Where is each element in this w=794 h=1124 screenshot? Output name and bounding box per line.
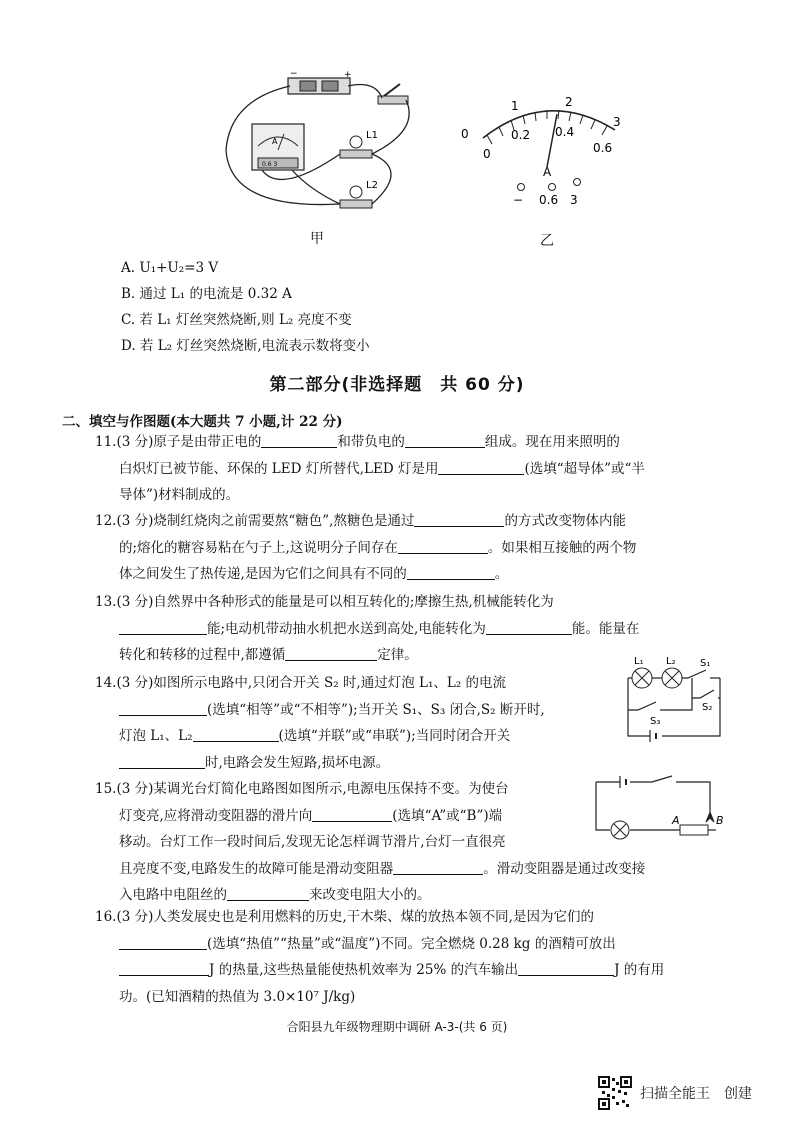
q15-circuit-figure (590, 772, 730, 847)
terminal-06-icon (549, 184, 556, 191)
dial-bottom-tick-2: 0.4 (555, 125, 575, 139)
circuit-figure-a (200, 70, 440, 220)
figure-a-caption: 甲 (310, 231, 324, 247)
q15-wires (596, 776, 716, 830)
ammeter-dial-figure (455, 92, 640, 217)
dial-top-tick-1: 1 (511, 99, 519, 113)
dial-bottom-tick-1: 0.2 (511, 128, 531, 142)
terminal-neg-icon (518, 184, 525, 191)
question-15 (95, 776, 645, 909)
terminal-neg-label: − (513, 193, 524, 207)
q15-text-2a: 灯变亮,应将滑动变阻器的滑片向 (119, 807, 313, 824)
q11-text-1b: 和带负电的 (337, 434, 405, 450)
option-a: A. U₁+U₂=3 V (121, 260, 219, 276)
q12-text-1b: 的方式改变物体内能 (504, 513, 626, 529)
q12-text-3a: 体之间发生了热传递,是因为它们之间具有不同的 (119, 566, 407, 582)
q14-label-s3: S₃ (650, 716, 661, 727)
dial-arc (483, 111, 615, 138)
q13-blank-3[interactable] (285, 645, 377, 661)
watermark-text: 扫描全能王 创建 (640, 1086, 752, 1102)
dial-needle (547, 114, 557, 167)
q14-text-4: 时,电路会发生短路,损坏电源。 (205, 754, 390, 771)
q14-label-l1: L₁ (634, 656, 644, 667)
q12-text-1a: 12.(3 分)烧制红烧肉之前需要熬“糖色”,熬糖色是通过 (95, 513, 415, 529)
q13-text-1: 13.(3 分)自然界中各种形式的能量是可以相互转化的;摩擦生热,机械能转化为 (95, 594, 554, 610)
question-12 (95, 508, 636, 588)
q11-blank-1[interactable] (261, 432, 337, 448)
terminal-3-icon (574, 179, 581, 186)
q14-label-l2: L₂ (666, 656, 676, 667)
figure-b-caption: 乙 (540, 233, 554, 249)
q15-blank-1[interactable] (312, 806, 392, 822)
q16-blank-2[interactable] (119, 960, 209, 976)
ammeter-icon (252, 124, 304, 170)
q14-text-3a: 灯泡 L₁、L₂ (119, 728, 193, 744)
terminal-3-label: 3 (570, 193, 578, 207)
answer-options (121, 255, 370, 359)
question-13 (95, 589, 639, 669)
dial-top-tick-0: 0 (461, 127, 469, 141)
svg-text:−: − (290, 70, 298, 79)
dial-top-tick-2: 2 (565, 95, 573, 109)
page-footer: 合阳县九年级物理期中调研 A-3-(共 6 页) (286, 1020, 508, 1034)
qr-code-icon (598, 1076, 632, 1110)
q11-text-1a: 11.(3 分)原子是由带正电的 (95, 434, 262, 450)
q12-blank-2[interactable] (398, 538, 488, 554)
q15-blank-3[interactable] (227, 885, 309, 901)
dial-bottom-tick-0: 0 (483, 147, 491, 161)
q15-rheostat-icon (680, 825, 708, 835)
q15-text-5a: 入电路中电阻丝的 (119, 887, 227, 903)
q16-text-4: 功。(已知酒精的热值为 3.0×10⁷ J/kg) (119, 988, 356, 1005)
q13-blank-2[interactable] (486, 619, 572, 635)
q11-text-2a: 白炽灯已被节能、环保的 LED 灯所替代,LED 灯是用 (119, 460, 439, 477)
dial-top-tick-3: 3 (613, 115, 621, 129)
q13-text-3a: 转化和转移的过程中,都遵循 (119, 647, 286, 663)
q11-text-2b: (选填“超导体”或“半 (524, 460, 645, 477)
q11-text-1c: 组成。现在用来照明的 (484, 434, 620, 450)
q14-blank-1[interactable] (119, 700, 207, 716)
option-b: B. 通过 L₁ 的电流是 0.32 A (121, 286, 292, 302)
lamp-l1-label: L1 (366, 130, 378, 141)
dial-bottom-tick-3: 0.6 (593, 141, 613, 155)
q12-blank-3[interactable] (407, 564, 495, 580)
q12-text-2a: 的;熔化的糖容易粘在勺子上,这说明分子间存在 (119, 539, 398, 556)
q12-text-3b: 。 (494, 566, 509, 582)
q16-text-1: 16.(3 分)人类发展史也是利用燃料的历史,干木柴、煤的放热本领不同,是因为它们的 (95, 909, 594, 925)
lamp-l2-label: L2 (366, 180, 378, 191)
q14-label-s2: S₂ (702, 702, 713, 713)
q14-blank-2[interactable] (193, 726, 279, 742)
q16-blank-3[interactable] (518, 960, 614, 976)
q12-text-2b: 。如果相互接触的两个物 (487, 539, 637, 556)
q14-text-2a: (选填“相等”或“不相等”);当开关 S₁、S₃ 闭合,S₂ 断开时, (207, 701, 545, 718)
terminal-06-label: 0.6 (539, 193, 559, 207)
q13-text-2b: 能。能量在 (571, 620, 640, 637)
question-14 (95, 670, 545, 776)
svg-text:+: + (344, 70, 352, 80)
q14-label-s1: S₁ (700, 658, 711, 669)
q13-blank-1[interactable] (119, 619, 207, 635)
part-heading: 二、填空与作图题(本大题共 7 小题,计 22 分) (62, 414, 343, 430)
q15-text-1: 15.(3 分)某调光台灯简化电路图如图所示,电源电压保持不变。为使台 (95, 781, 509, 797)
q14-text-3b: (选填“并联”或“串联”);当同时闭合开关 (278, 728, 511, 744)
q15-text-2b: (选填“A”或“B”)端 (392, 807, 503, 824)
dial-letter: A (543, 165, 552, 179)
scanner-watermark (598, 1076, 752, 1110)
question-16 (95, 904, 664, 1010)
q14-text-1: 14.(3 分)如图所示电路中,只闭合开关 S₂ 时,通过灯泡 L₁、L₂ 的电流 (95, 675, 507, 691)
q16-text-2a: (选填“热值”“热量”或“温度”)不同。完全燃烧 0.28 kg 的酒精可放出 (207, 935, 616, 952)
q15-text-3: 移动。台灯工作一段时间后,发现无论怎样调节滑片,台灯一直很亮 (119, 834, 506, 850)
q13-text-2a: 能;电动机带动抽水机把水送到高处,电能转化为 (207, 620, 486, 637)
question-11 (95, 429, 645, 509)
q12-blank-1[interactable] (414, 511, 504, 527)
ammeter-terminals: 0.6 3 (262, 161, 278, 168)
option-c: C. 若 L₁ 灯丝突然烧断,则 L₂ 亮度不变 (121, 312, 352, 328)
q14-blank-3[interactable] (119, 753, 205, 769)
ammeter-letter: A (272, 137, 278, 146)
q11-text-3: 导体”)材料制成的。 (119, 487, 240, 503)
q11-blank-2[interactable] (405, 432, 485, 448)
section-title: 第二部分(非选择题 共 60 分) (269, 375, 525, 395)
battery-icon (288, 70, 352, 94)
q15-blank-2[interactable] (393, 859, 483, 875)
q15-label-a: A (672, 814, 680, 827)
q16-text-3b: J 的有用 (614, 962, 665, 978)
q15-text-4b: 。滑动变阻器是通过改变接 (483, 860, 646, 877)
q15-slider-arrow-icon (706, 812, 714, 822)
q16-text-3a: J 的热量,这些热量能使热机效率为 25% 的汽车输出 (209, 962, 519, 978)
q15-label-b: B (716, 814, 724, 827)
q14-circuit-figure (620, 650, 730, 750)
q16-blank-1[interactable] (119, 934, 207, 950)
dial-ticks (487, 110, 607, 144)
q15-text-5b: 来改变电阻大小的。 (309, 887, 431, 903)
switch-icon (378, 84, 408, 104)
q13-text-3b: 定律。 (377, 647, 418, 663)
q15-text-4a: 且亮度不变,电路发生的故障可能是滑动变阻器 (119, 860, 394, 877)
q11-blank-3[interactable] (438, 459, 524, 475)
option-d: D. 若 L₂ 灯丝突然烧断,电流表示数将变小 (121, 338, 370, 354)
